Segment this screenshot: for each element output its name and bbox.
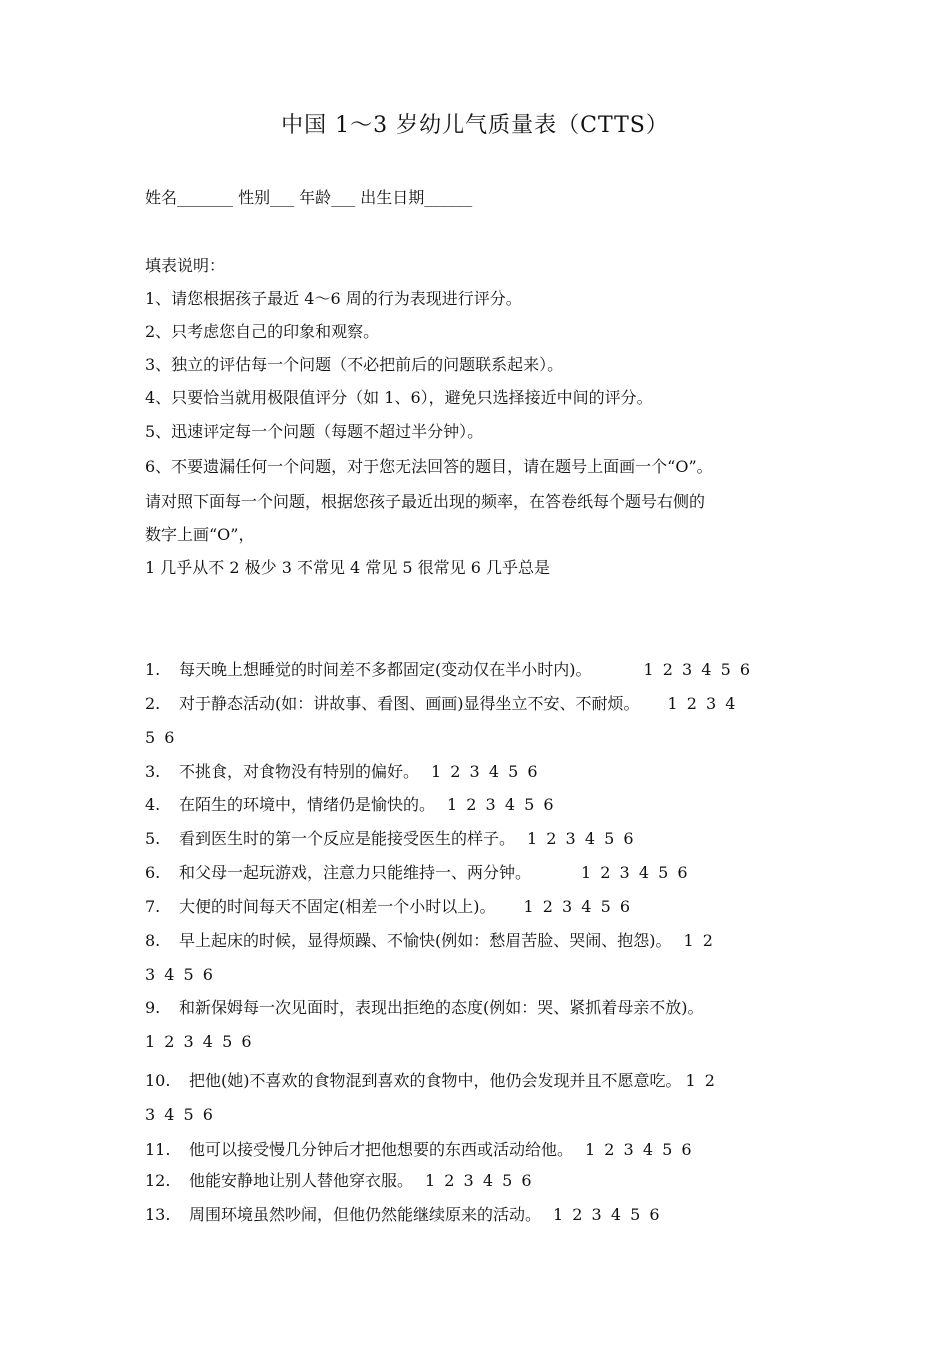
question-number: 1. bbox=[145, 660, 161, 679]
rating-scale[interactable]: 1 2 3 4 5 6 bbox=[431, 762, 538, 781]
question-number: 6. bbox=[145, 863, 161, 882]
rating-scale[interactable]: 1 2 3 4 5 6 bbox=[527, 829, 634, 848]
question-item-continued bbox=[145, 963, 905, 987]
instruction-item: 1、请您根据孩子最近 4～6 周的行为表现进行评分。 bbox=[145, 289, 522, 308]
question-text: 不挑食，对食物没有特别的偏好。 bbox=[179, 762, 420, 781]
question-text: 在陌生的环境中，情绪仍是愉快的。 bbox=[179, 795, 436, 814]
question-text: 对于静态活动(如：讲故事、看图、画画)显得坐立不安、不耐烦。 bbox=[179, 694, 640, 713]
question-text: 他可以接受慢几分钟后才把他想要的东西或活动给他。 bbox=[189, 1140, 574, 1159]
question-number: 7. bbox=[145, 897, 161, 916]
instruction-note: 请对照下面每一个问题，根据您孩子最近出现的频率，在答卷纸每个题号右侧的 bbox=[145, 492, 706, 511]
question-text: 他能安静地让别人替他穿衣服。 bbox=[189, 1171, 414, 1190]
question-item bbox=[145, 793, 905, 817]
question-item bbox=[145, 692, 905, 716]
instruction-item: 5、迅速评定每一个问题（每题不超过半分钟）。 bbox=[145, 422, 484, 441]
rating-scale[interactable]: 5 6 bbox=[145, 728, 175, 747]
rating-scale[interactable]: 1 2 bbox=[685, 1071, 715, 1090]
info-line: 姓名_______ 性别___ 年龄___ 出生日期______ bbox=[145, 188, 473, 207]
question-item bbox=[145, 760, 905, 784]
question-item-continued bbox=[145, 1103, 905, 1127]
question-item bbox=[145, 1069, 905, 1093]
question-item-continued bbox=[145, 726, 905, 750]
question-item bbox=[145, 996, 905, 1020]
question-text: 和新保姆每一次见面时，表现出拒绝的态度(例如：哭、紧抓着母亲不放)。 bbox=[179, 998, 704, 1017]
rating-scale[interactable]: 1 2 3 4 5 6 bbox=[145, 1032, 252, 1051]
instruction-item: 4、只要恰当就用极限值评分（如 1、6），避免只选择接近中间的评分。 bbox=[145, 388, 653, 407]
rating-scale[interactable]: 3 4 5 6 bbox=[145, 965, 213, 984]
rating-scale[interactable]: 1 2 bbox=[683, 931, 713, 950]
rating-scale[interactable]: 3 4 5 6 bbox=[145, 1105, 213, 1124]
instructions-heading: 填表说明： bbox=[145, 256, 226, 275]
question-number: 11. bbox=[145, 1140, 171, 1159]
question-item bbox=[145, 1169, 905, 1193]
question-text: 和父母一起玩游戏，注意力只能维持一、两分钟。 bbox=[179, 863, 532, 882]
question-text: 每天晚上想睡觉的时间差不多都固定(变动仅在半小时内)。 bbox=[179, 660, 592, 679]
rating-scale[interactable]: 1 2 3 4 5 6 bbox=[523, 897, 631, 916]
rating-scale[interactable]: 1 2 3 4 5 6 bbox=[425, 1171, 532, 1190]
question-item bbox=[145, 929, 905, 953]
instruction-item: 6、不要遗漏任何一个问题，对于您无法回答的题目，请在题号上面画一个“O”。 bbox=[145, 457, 713, 476]
question-text: 看到医生时的第一个反应是能接受医生的样子。 bbox=[179, 829, 516, 848]
question-item bbox=[145, 827, 905, 851]
question-number: 2. bbox=[145, 694, 161, 713]
question-number: 10. bbox=[145, 1071, 171, 1090]
instruction-item: 3、独立的评估每一个问题（不必把前后的问题联系起来）。 bbox=[145, 355, 564, 374]
instruction-item: 2、只考虑您自己的印象和观察。 bbox=[145, 322, 380, 341]
question-text: 早上起床的时候，显得烦躁、不愉快(例如：愁眉苦脸、哭闹、抱怨)。 bbox=[179, 931, 672, 950]
page-title: 中国 1～3 岁幼儿气质量表（CTTS） bbox=[281, 113, 669, 138]
rating-scale[interactable]: 1 2 3 4 5 6 bbox=[585, 1140, 692, 1159]
question-text: 大便的时间每天不固定(相差一个小时以上)。 bbox=[179, 897, 496, 916]
rating-scale[interactable]: 1 2 3 4 5 6 bbox=[643, 660, 751, 679]
question-text: 把他(她)不喜欢的食物混到喜欢的食物中，他仍会发现并且不愿意吃。 bbox=[189, 1071, 682, 1090]
question-item bbox=[145, 895, 905, 919]
rating-scale[interactable]: 1 2 3 4 5 6 bbox=[447, 795, 554, 814]
rating-legend: 1 几乎从不 2 极少 3 不常见 4 常见 5 很常见 6 几乎总是 bbox=[145, 558, 551, 577]
question-item bbox=[145, 1203, 905, 1227]
question-number: 5. bbox=[145, 829, 161, 848]
question-text: 周围环境虽然吵闹，但他仍然能继续原来的活动。 bbox=[189, 1205, 542, 1224]
question-item bbox=[145, 861, 905, 885]
question-number: 12. bbox=[145, 1171, 171, 1190]
question-number: 9. bbox=[145, 998, 161, 1017]
rating-scale[interactable]: 1 2 3 4 5 6 bbox=[553, 1205, 660, 1224]
rating-scale[interactable]: 1 2 3 4 bbox=[667, 694, 736, 713]
question-item bbox=[145, 658, 905, 682]
question-item-continued bbox=[145, 1030, 905, 1054]
question-number: 4. bbox=[145, 795, 161, 814]
question-number: 13. bbox=[145, 1205, 171, 1224]
question-number: 3. bbox=[145, 762, 161, 781]
rating-scale[interactable]: 1 2 3 4 5 6 bbox=[581, 863, 688, 882]
instruction-note: 数字上画“O”， bbox=[145, 525, 255, 544]
question-item bbox=[145, 1138, 905, 1162]
question-number: 8. bbox=[145, 931, 161, 950]
